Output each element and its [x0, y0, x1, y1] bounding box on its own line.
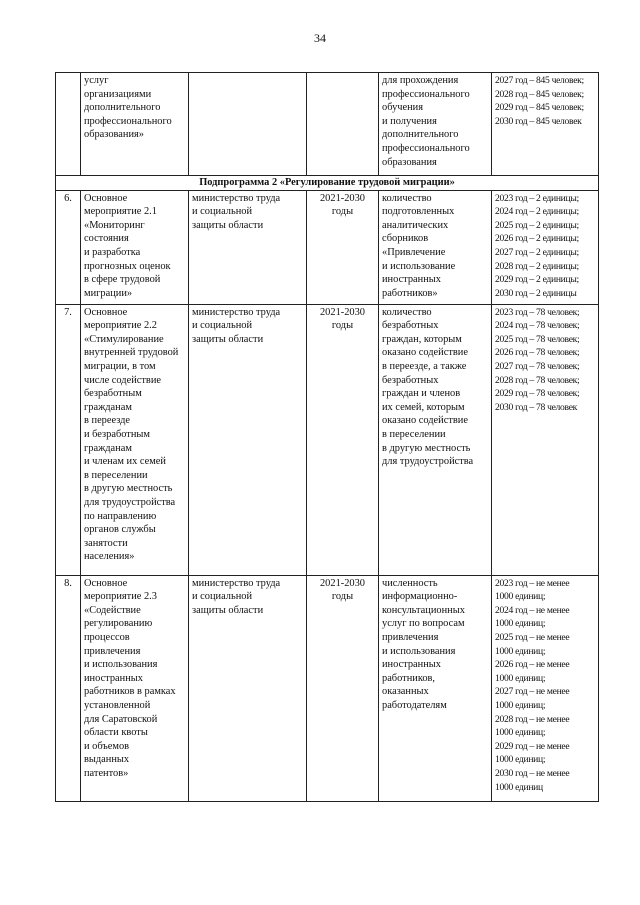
results-cell: 2027 год – 845 человек; 2028 год – 845 человек; 2029 год – 845 человек; 2030 год – 845 человек	[492, 73, 599, 176]
indicator-cell: количество безработных граждан, которым оказано содействие в переезде, а также безработных граждан и членов их семей, которым оказано содействие в переселении в другую местность для трудоустройства	[379, 304, 492, 575]
section-title: Подпрограмма 2 «Регулирование трудовой миграции»	[56, 176, 599, 191]
period-cell: 2021-2030 годы	[307, 190, 379, 304]
indicator-cell: для прохождения профессионального обучения и получения дополнительного профессионального образования	[379, 73, 492, 176]
table-row	[56, 190, 599, 304]
indicator-cell: численность информационно- консультационных услуг по вопросам привлечения и использования иностранных работников, оказанных работодателям	[379, 575, 492, 801]
table-row	[56, 575, 599, 801]
row-number: 7.	[56, 304, 81, 575]
event-cell: услуг организациями дополнительного профессионального образования»	[81, 73, 189, 176]
period-cell: 2021-2030 годы	[307, 304, 379, 575]
event-cell: Основное мероприятие 2.2 «Стимулирование внутренней трудовой миграции, в том числе содействие безработным гражданам в переезде и безработным гражданам и членам их семей в переселении в другую местность для трудоустройства по направлению органов службы занятости населения»	[81, 304, 189, 575]
page-number: 34	[314, 31, 326, 45]
program-table	[55, 72, 599, 802]
event-cell: Основное мероприятие 2.1 «Мониторинг состояния и разработка прогнозных оценок в сфере трудовой миграции»	[81, 190, 189, 304]
row-number: 8.	[56, 575, 81, 801]
executor-cell: министерство труда и социальной защиты области	[189, 575, 307, 801]
row-number: 6.	[56, 190, 81, 304]
period-cell	[307, 73, 379, 176]
period-cell: 2021-2030 годы	[307, 575, 379, 801]
results-cell: 2023 год – не менее 1000 единиц; 2024 год – не менее 1000 единиц; 2025 год – не менее 1000 единиц; 2026 год – не менее 1000 единиц; 2027 год – не менее 1000 единиц; 2028 год – не менее 1000 единиц; 2029 год – не менее 1000 единиц; 2030 год – не менее 1000 единиц	[492, 575, 599, 801]
table-row	[56, 304, 599, 575]
executor-cell	[189, 73, 307, 176]
results-cell: 2023 год – 78 человек; 2024 год – 78 человек; 2025 год – 78 человек; 2026 год – 78 человек; 2027 год – 78 человек; 2028 год – 78 человек; 2029 год – 78 человек; 2030 год – 78 человек	[492, 304, 599, 575]
executor-cell: министерство труда и социальной защиты области	[189, 190, 307, 304]
table-row-continuation	[56, 73, 599, 176]
section-row	[56, 176, 599, 191]
event-cell: Основное мероприятие 2.3 «Содействие регулированию процессов привлечения и использования иностранных работников в рамках установленной для Саратовской области квоты и объемов выданных патентов»	[81, 575, 189, 801]
row-number	[56, 73, 81, 176]
indicator-cell: количество подготовленных аналитических сборников «Привлечение и использование иностранных работников»	[379, 190, 492, 304]
results-cell: 2023 год – 2 единицы; 2024 год – 2 единицы; 2025 год – 2 единицы; 2026 год – 2 единицы; 2027 год – 2 единицы; 2028 год – 2 единицы; 2029 год – 2 единицы; 2030 год – 2 единицы	[492, 190, 599, 304]
executor-cell: министерство труда и социальной защиты области	[189, 304, 307, 575]
